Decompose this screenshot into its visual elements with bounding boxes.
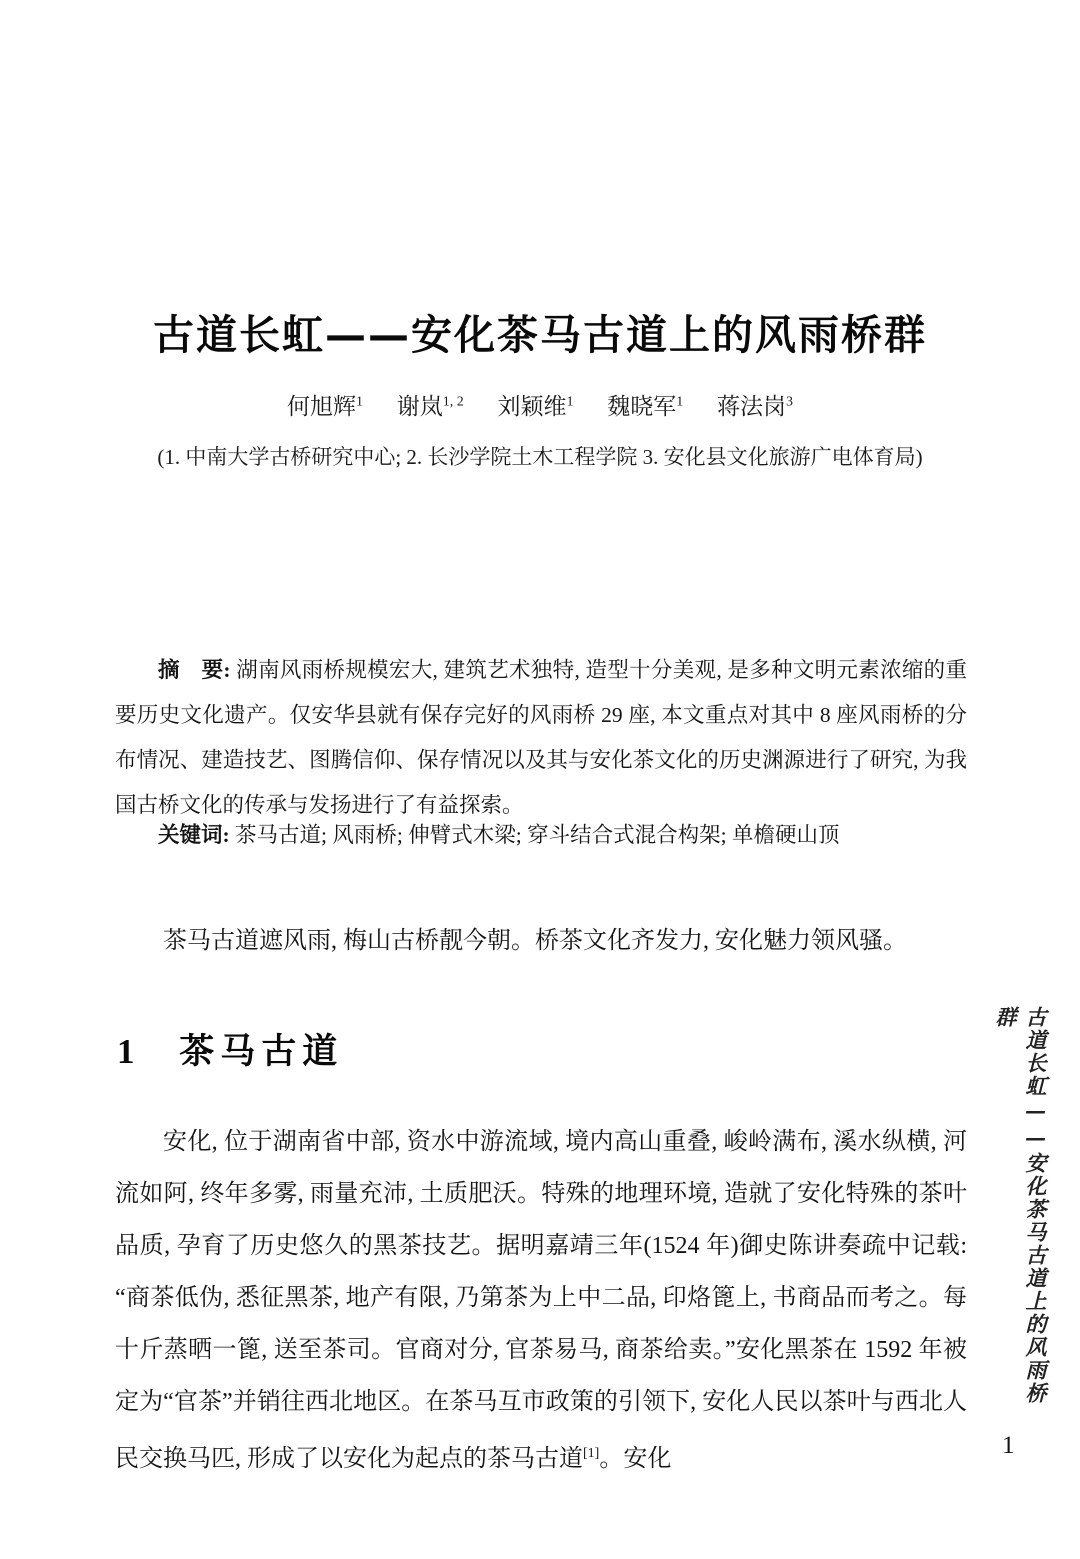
page-title: 古道长虹——安化茶马古道上的风雨桥群 <box>153 311 927 359</box>
author <box>498 394 574 419</box>
citation-reference: [1] <box>583 1446 600 1461</box>
margin-vertical-title: 古道长虹——安化茶马古道上的风雨桥群 <box>993 1006 1048 1405</box>
author-affiliation-superscript: 1 <box>676 394 684 410</box>
body-text-part1: 安化, 位于湖南省中部, 资水中游流域, 境内高山重叠, 峻岭满布, 溪水纵横, 河流如阿, 终年多雾, 雨量充沛, 土质肥沃。特殊的地理环境, 造就了安化特殊的茶叶品质, 孕育了历史悠久的黑茶技艺。据明嘉靖三年(1524 年)御史陈讲奏疏中记载: “商茶低伪, 悉征黑茶, 地产有限, 乃第茶为上中二品, 印烙篦上, 书商品而考之。每十斤蒸晒一篦, 送至茶司。官商对分, 官茶易马, 商茶给卖。”安化黑茶在 1592 年被定为“官茶”并销往西北地区。在茶马互市政策的引领下, 安化人民以茶叶与西北人民交换马匹, 形成了以安化为起点的茶马古道 <box>115 1129 967 1472</box>
section-heading <box>117 1024 343 1074</box>
section-number: 1 <box>117 1032 135 1071</box>
author-affiliation-superscript: 3 <box>786 394 793 410</box>
author-name: 蒋法岗 <box>717 394 786 419</box>
author-name: 谢岚 <box>396 394 443 419</box>
author <box>287 394 363 419</box>
keywords-text: 茶马古道; 风雨桥; 伸臂式木梁; 穿斗结合式混合构架; 单檐硬山顶 <box>235 823 840 847</box>
abstract-text: 湖南风雨桥规模宏大, 建筑艺术独特, 造型十分美观, 是多种文明元素浓缩的重要历史文化遗产。仅安华县就有保存完好的风雨桥 29 座, 本文重点对其中 8 座风雨桥的分布情况、建造技艺、图腾信仰、保存情况以及其与安化茶文化的历史渊源进行了研究, 为我国古桥文化的传承与发扬进行了有益探索。 <box>115 658 967 817</box>
author-affiliation-superscript: 1, 2 <box>442 394 464 410</box>
body-paragraph <box>115 1116 967 1485</box>
keywords-label: 关键词: <box>158 823 230 847</box>
affiliation-line: (1. 中南大学古桥研究中心; 2. 长沙学院土木工程学院 3. 安化县文化旅游广电体育局) <box>157 445 923 469</box>
abstract-paragraph <box>115 648 967 828</box>
author <box>397 394 464 419</box>
keywords-line <box>115 813 967 858</box>
author-affiliation-superscript: 1 <box>356 394 363 410</box>
author-name: 何旭辉 <box>287 394 356 419</box>
page-number: 1 <box>1002 1432 1015 1459</box>
epigraph-verse: 茶马古道遮风雨, 梅山古桥靓今朝。桥茶文化齐发力, 安化魅力领风骚。 <box>163 928 907 954</box>
section-title: 茶马古道 <box>179 1032 344 1072</box>
author-affiliation-superscript: 1 <box>566 394 574 410</box>
abstract-label: 摘 要: <box>158 658 231 682</box>
author <box>717 394 793 419</box>
body-text-part2: 。安化 <box>599 1446 672 1472</box>
author <box>607 394 683 419</box>
author-list <box>115 388 965 421</box>
author-name: 刘颖维 <box>497 394 567 419</box>
author-name: 魏晓军 <box>607 394 677 419</box>
